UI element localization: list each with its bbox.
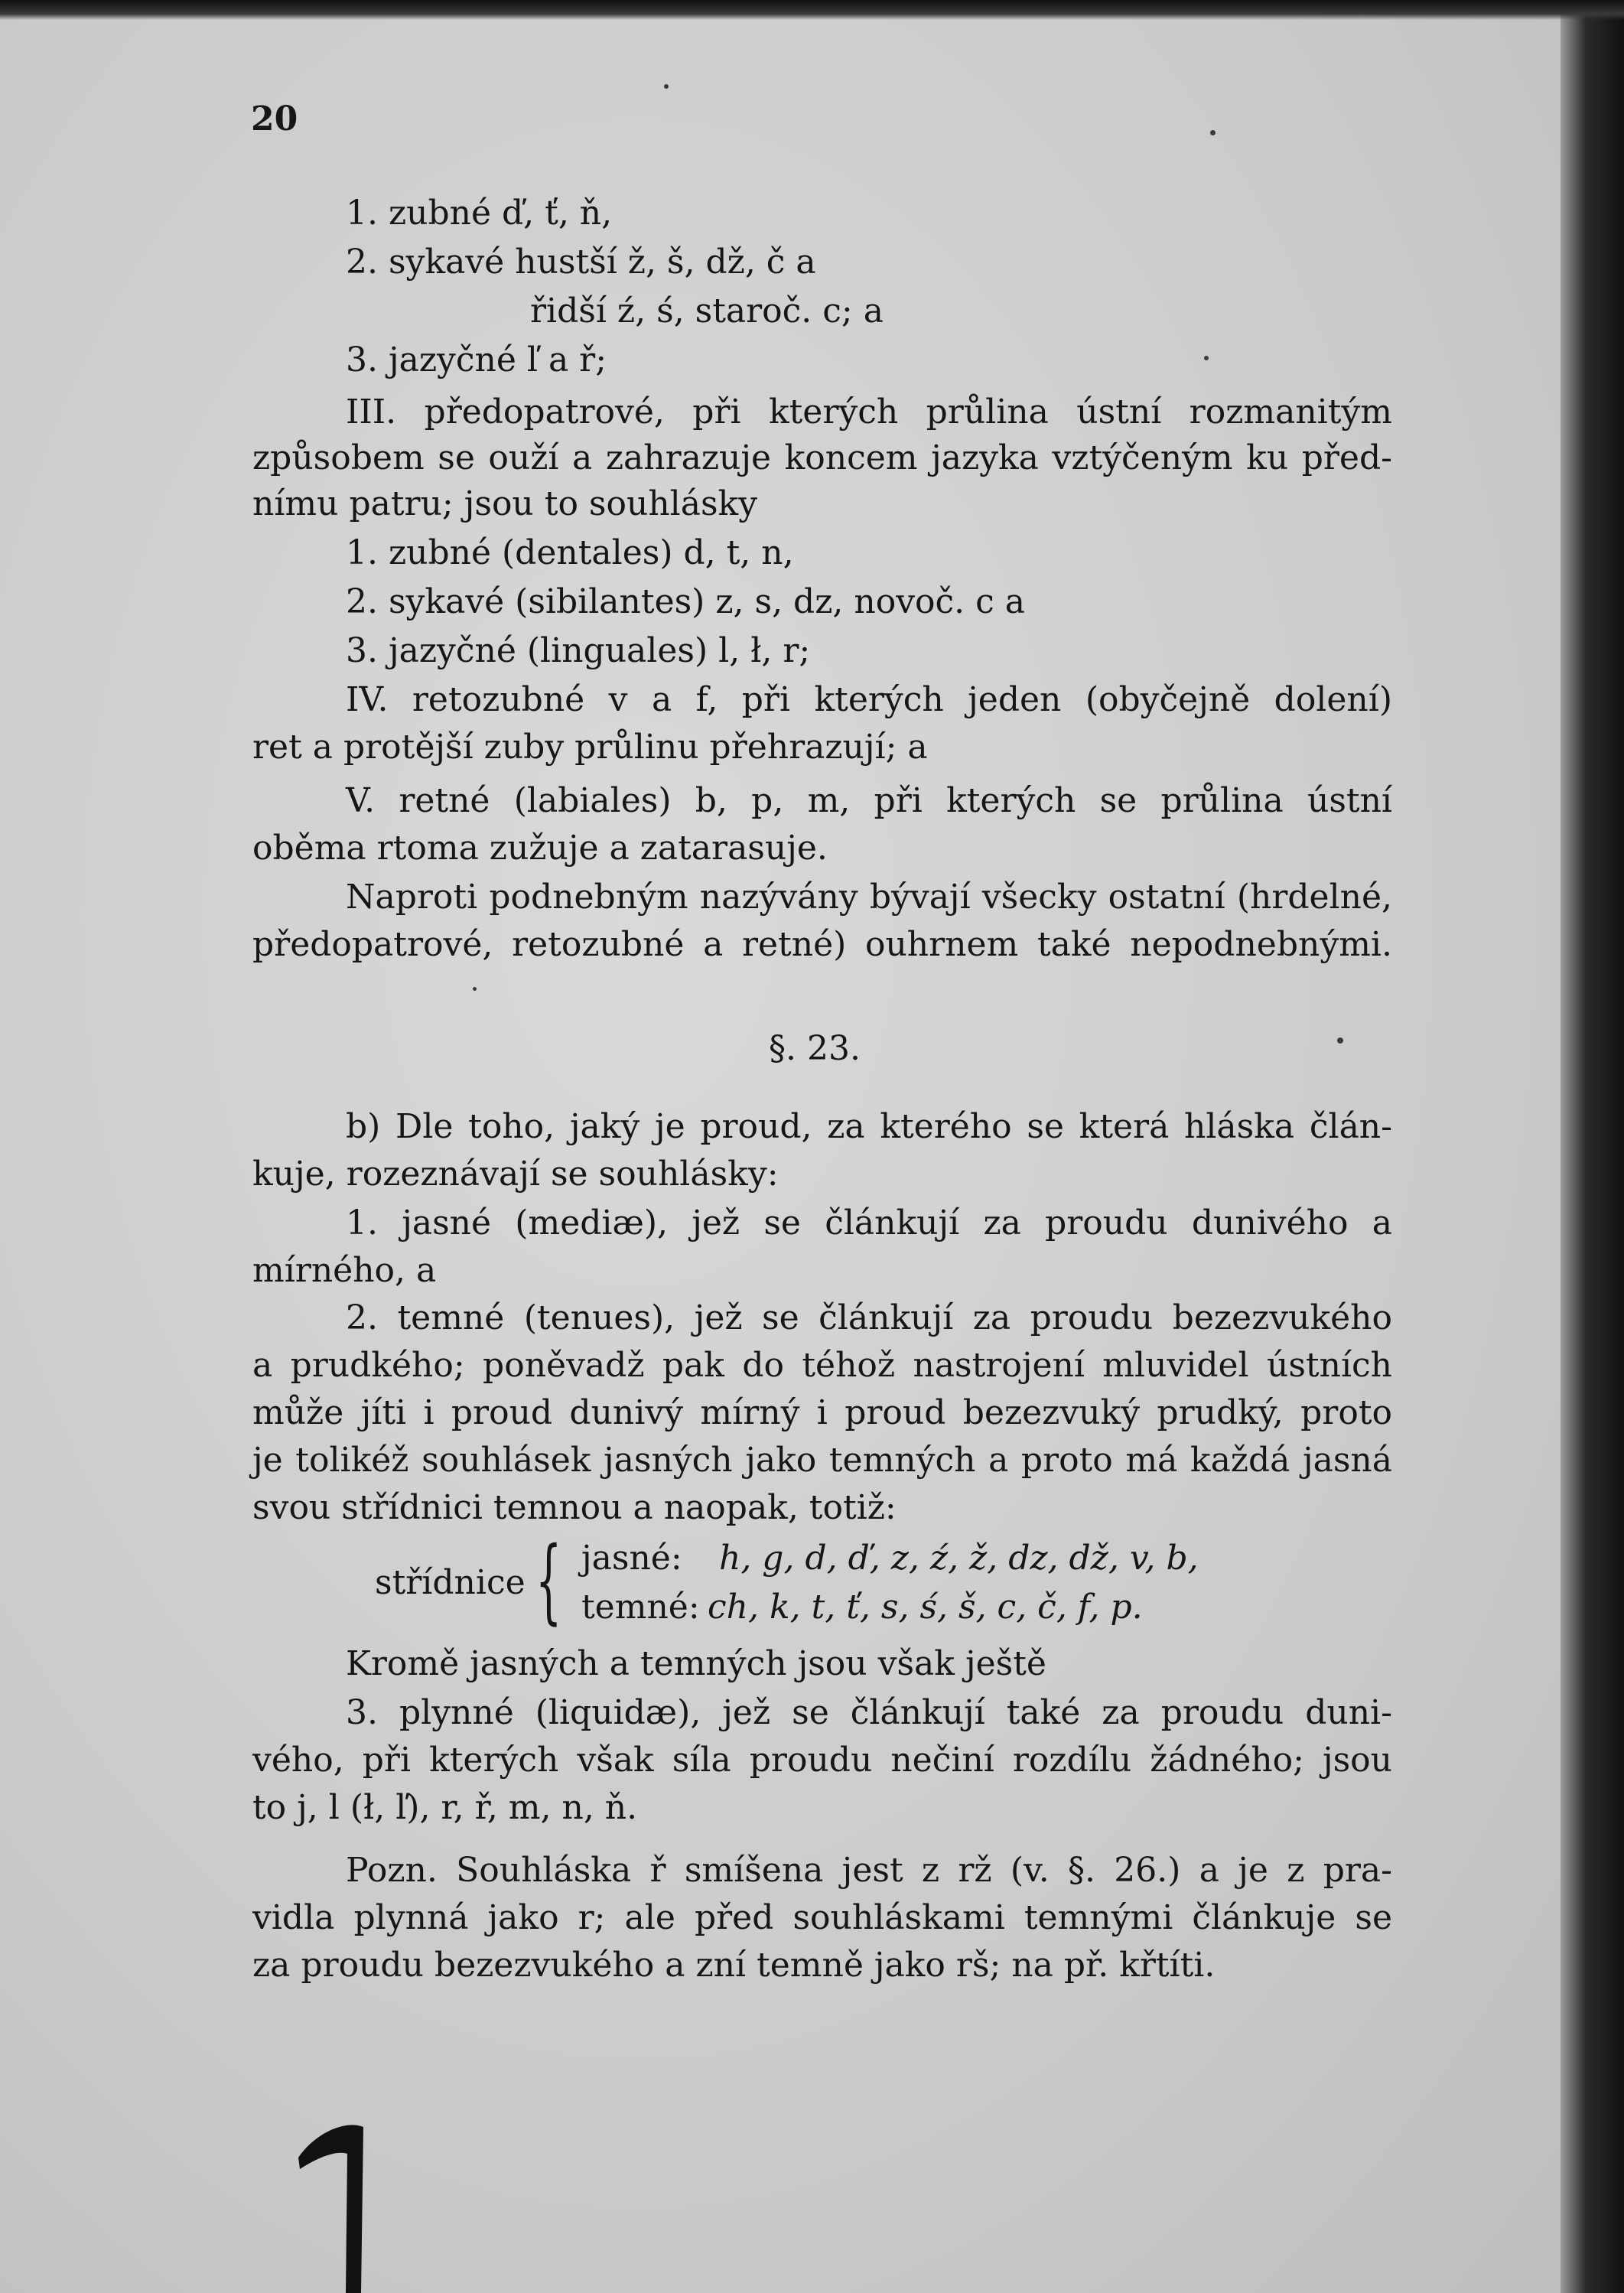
- paragraph-line: Kromě jasných a temných jsou však ještě: [346, 1644, 1046, 1683]
- text-line: řidší ź, ś, staroč. c; a: [530, 292, 884, 331]
- paragraph-line: Naproti podnebným nazývány bývají všecky ostatní (hrdelné,: [346, 878, 1392, 917]
- curly-brace: {: [535, 1528, 562, 1634]
- temne-values: ch, k, t, ť, s, ś, š, c, č, f, p.: [708, 1588, 1143, 1627]
- page-number: 20: [251, 99, 298, 138]
- binding-edge: [1561, 0, 1624, 2293]
- jasne-label: jasné:: [581, 1539, 682, 1578]
- jasne-values: h, g, d, ď, z, ź, ž, dz, dž, v, b,: [719, 1539, 1199, 1578]
- paragraph-line: 1. jasné (mediæ), jež se článkují za proudu dunivého a: [346, 1203, 1392, 1243]
- note-line: vidla plynná jako r; ale před souhláskami temnými článkuje se: [252, 1898, 1392, 1937]
- paper-speck: [1210, 130, 1216, 135]
- note-line: za proudu bezezvukého a zní temně jako rš; na př. křtíti.: [252, 1946, 1216, 1985]
- paragraph-line: vého, při kterých však síla proudu nečiní rozdílu žádného; jsou: [252, 1741, 1392, 1780]
- paragraph-line: předopatrové, retozubné a retné) ouhrnem také nepodnebnými.: [252, 925, 1392, 964]
- note-line: Pozn. Souhláska ř smíšena jest z rž (v. §. 26.) a je z pra-: [346, 1851, 1392, 1890]
- paper-speck: [1337, 1037, 1343, 1044]
- paper-speck: [1204, 356, 1209, 360]
- paragraph-line: nímu patru; jsou to souhlásky: [252, 484, 758, 523]
- paragraph-line: mírného, a: [252, 1251, 437, 1290]
- table-label: střídnice: [375, 1563, 526, 1602]
- text-line: 1. zubné ď, ť, ň,: [346, 194, 613, 233]
- paragraph-line: III. předopatrové, při kterých průlina ústní rozmanitým: [346, 392, 1392, 432]
- paragraph-line: je tolikéž souhlásek jasných jako temných a proto má každá jasná: [252, 1441, 1392, 1480]
- temne-label: temné:: [581, 1588, 700, 1627]
- text-line: 1. zubné (dentales) d, t, n,: [346, 533, 794, 572]
- section-heading: §. 23.: [769, 1029, 861, 1068]
- text-line: 2. sykavé hustší ž, š, dž, č a: [346, 243, 816, 282]
- paragraph-line: svou střídnici temnou a naopak, totiž:: [252, 1488, 897, 1527]
- paragraph-line: 2. temné (tenues), jež se článkují za proudu bezezvukého: [346, 1298, 1392, 1337]
- paragraph-line: a prudkého; poněvadž pak do téhož nastrojení mluvidel ústních: [252, 1346, 1392, 1385]
- paragraph-line: b) Dle toho, jaký je proud, za kterého se která hláska člán-: [346, 1107, 1392, 1146]
- scan-top-border: [0, 0, 1624, 20]
- paragraph-line: může jíti i proud dunivý mírný i proud bezezvuký prudký, proto: [252, 1393, 1392, 1432]
- text-line: 3. jazyčné ľ a ř;: [346, 340, 607, 379]
- text-line: 3. jazyčné (linguales) l, ł, r;: [346, 631, 811, 670]
- paragraph-line: způsobem se ouží a zahrazuje koncem jazyka vztýčeným ku před-: [252, 438, 1392, 477]
- paper-speck: [473, 987, 477, 991]
- paragraph-line: to j, l (ł, ľ), r, ř, m, n, ň.: [252, 1788, 638, 1827]
- paper-speck: [664, 84, 669, 89]
- paragraph-line: oběma rtoma zužuje a zatarasuje.: [252, 829, 828, 868]
- paragraph-line: V. retné (labiales) b, p, m, při kterých se průlina ústní: [346, 781, 1392, 820]
- paragraph-line: 3. plynné (liquidæ), jež se článkují také za proudu duni-: [346, 1693, 1392, 1732]
- text-line: 2. sykavé (sibilantes) z, s, dz, novoč. c a: [346, 582, 1026, 621]
- paragraph-line: ret a protější zuby průlinu přehrazují; a: [252, 728, 928, 767]
- paragraph-line: kuje, rozeznávají se souhlásky:: [252, 1155, 779, 1194]
- paragraph-line: IV. retozubné v a f, při kterých jeden (obyčejně dolení): [346, 680, 1392, 719]
- ink-smudge: [291, 2112, 382, 2293]
